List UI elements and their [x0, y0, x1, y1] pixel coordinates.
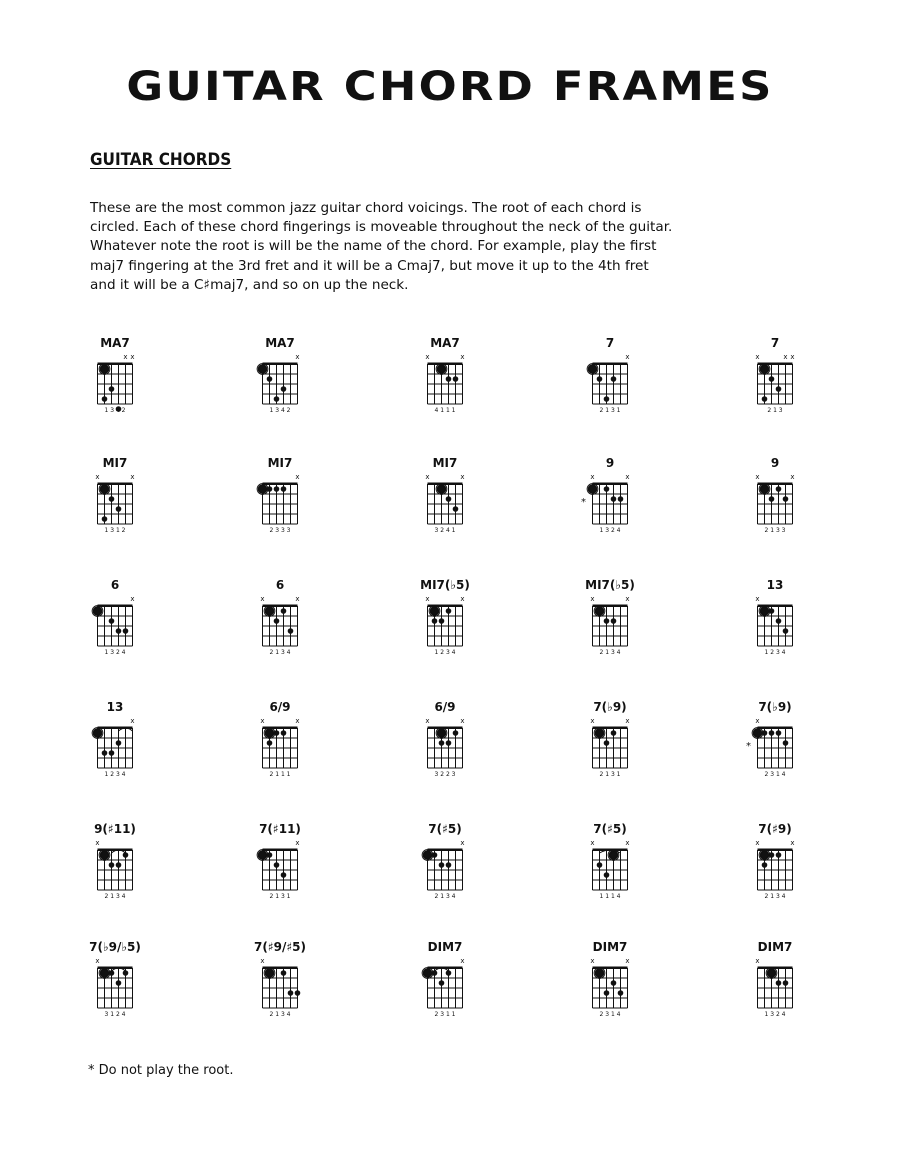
muted-string-mark: x	[590, 839, 595, 847]
muted-string-mark: x	[625, 595, 630, 603]
muted-string-mark: x	[260, 717, 265, 725]
chord-frame	[745, 940, 805, 1030]
nut	[593, 483, 628, 486]
finger-dot	[611, 618, 617, 624]
chord-frame	[250, 822, 310, 912]
fingering-numbers: 2 3 1 4	[764, 771, 786, 778]
chord-diagram	[745, 578, 805, 668]
finger-dot	[611, 980, 617, 986]
chord-diagram	[580, 336, 640, 426]
finger-dot	[783, 496, 789, 502]
chord-diagram	[85, 578, 145, 668]
chord-diagram	[580, 456, 640, 546]
chord-name: 7	[770, 336, 780, 350]
chord-diagram	[580, 822, 640, 912]
chord-name: MA7	[100, 336, 130, 350]
muted-string-mark: x	[755, 595, 760, 603]
root-dot	[760, 365, 768, 373]
finger-dot	[288, 990, 294, 996]
chord-name: 7(♯5)	[593, 822, 627, 836]
finger-dot	[281, 608, 287, 614]
muted-string-mark: x	[95, 473, 100, 481]
chord-name: MA7	[265, 336, 295, 350]
chord-name: MI7(♭5)	[585, 578, 635, 592]
root-dot	[258, 485, 266, 493]
page-title: GUITAR CHORD FRAMES	[126, 64, 774, 110]
finger-dot	[776, 386, 782, 392]
chord-name: 6	[275, 578, 285, 592]
chord-frame	[580, 940, 640, 1030]
chord-diagram	[250, 822, 310, 912]
muted-string-mark: x	[590, 957, 595, 965]
muted-string-mark: x	[755, 717, 760, 725]
chord-name: 7(♭9)	[593, 700, 627, 714]
root-dot	[760, 485, 768, 493]
finger-dot	[453, 506, 459, 512]
muted-string-mark: x	[625, 839, 630, 847]
muted-string-mark: x	[460, 353, 465, 361]
fingering-numbers: 2 1 3 4	[764, 893, 786, 900]
chord-frame	[415, 940, 475, 1030]
chord-name: MI7	[432, 456, 458, 470]
root-dot	[423, 969, 431, 977]
fingering-numbers: 1 3 2 4	[104, 649, 126, 656]
chord-diagram	[85, 700, 145, 790]
chord-diagram	[85, 822, 145, 912]
chord-frame	[580, 578, 640, 668]
fingering-numbers: 2 1 3	[767, 407, 783, 414]
finger-dot	[109, 862, 115, 868]
chord-name: DIM7	[757, 940, 793, 954]
finger-dot	[274, 396, 280, 402]
finger-dot	[446, 970, 452, 976]
muted-string-mark: x	[295, 473, 300, 481]
finger-dot	[776, 980, 782, 986]
root-dot	[588, 485, 596, 493]
finger-dot	[611, 852, 617, 858]
muted-string-mark: x	[460, 957, 465, 965]
finger-dot	[762, 862, 768, 868]
root-dot	[100, 851, 108, 859]
finger-dot	[274, 730, 280, 736]
intro-line: Whatever note the root is will be the name of the chord. For example, play the first	[90, 238, 657, 255]
finger-dot	[109, 618, 115, 624]
chord-name: 7(♯9/♯5)	[253, 940, 306, 954]
root-dot	[258, 851, 266, 859]
finger-dot	[432, 970, 438, 976]
muted-string-mark: x	[295, 595, 300, 603]
muted-string-mark: x	[95, 839, 100, 847]
chord-name: DIM7	[592, 940, 628, 954]
chord-diagram	[415, 700, 475, 790]
chord-name: 13	[106, 700, 124, 714]
fingering-numbers: 4 1 1 1	[434, 407, 456, 414]
muted-string-mark: x	[295, 353, 300, 361]
finger-dot	[116, 740, 122, 746]
finger-dot	[116, 862, 122, 868]
fingering-numbers: 2 1 3 1	[599, 407, 621, 414]
finger-dot	[597, 376, 603, 382]
intro-line: maj7 fingering at the 3rd fret and it will be a Cmaj7, but move it up to the 4th fret	[90, 257, 649, 274]
chord-frame	[85, 940, 145, 1030]
chord-frame	[250, 700, 310, 790]
chord-name: 6/9	[269, 700, 291, 714]
chord-diagram	[580, 700, 640, 790]
finger-dot	[604, 740, 610, 746]
intro-line: These are the most common jazz guitar chord voicings. The root of each chord is	[90, 200, 642, 216]
muted-string-mark: x	[130, 595, 135, 603]
chord-name: 9(♯11)	[94, 822, 136, 836]
muted-string-mark: x	[95, 957, 100, 965]
nut	[758, 727, 793, 730]
chord-diagram	[250, 336, 310, 426]
muted-string-mark: x	[790, 473, 795, 481]
muted-string-mark: x	[425, 353, 430, 361]
finger-dot	[281, 386, 287, 392]
muted-string-mark: x	[295, 839, 300, 847]
finger-dot	[604, 872, 610, 878]
root-dot	[430, 607, 438, 615]
finger-dot	[274, 862, 280, 868]
chord-diagram	[745, 700, 805, 790]
muted-string-mark: x	[625, 717, 630, 725]
chord-name: MI7	[267, 456, 293, 470]
finger-dot	[597, 730, 603, 736]
chord-name: MI7	[102, 456, 128, 470]
fingering-numbers: 2 1 3 1	[599, 771, 621, 778]
fingering-numbers: 1 2 3 4	[434, 649, 456, 656]
chord-name: 7(♭9)	[758, 700, 792, 714]
chord-frame	[580, 336, 640, 426]
chord-diagram	[745, 456, 805, 546]
muted-string-mark: x	[130, 353, 135, 361]
chord-frame	[580, 456, 640, 546]
muted-string-mark: x	[130, 717, 135, 725]
chord-diagram	[415, 456, 475, 546]
muted-string-mark: x	[460, 839, 465, 847]
chord-frame	[415, 456, 475, 546]
finger-dot	[288, 628, 294, 634]
chord-frame	[250, 336, 310, 426]
muted-string-mark: x	[260, 957, 265, 965]
fingering-numbers: 2 3 1 1	[434, 1011, 456, 1018]
finger-dot	[762, 396, 768, 402]
muted-string-mark: x	[425, 473, 430, 481]
root-dot	[258, 365, 266, 373]
finger-dot	[446, 608, 452, 614]
finger-dot	[439, 862, 445, 868]
finger-dot	[769, 608, 775, 614]
finger-dot	[439, 740, 445, 746]
fingering-numbers: 1 3 4 2	[104, 407, 126, 414]
finger-dot	[446, 740, 452, 746]
finger-dot	[439, 618, 445, 624]
finger-dot	[597, 608, 603, 614]
chord-diagram	[415, 578, 475, 668]
finger-dot	[295, 990, 301, 996]
finger-dot	[783, 980, 789, 986]
nut	[263, 483, 298, 486]
root-dot	[588, 365, 596, 373]
chord-frame	[745, 822, 805, 912]
chord-diagram	[580, 940, 640, 1030]
finger-dot	[597, 862, 603, 868]
finger-dot	[432, 618, 438, 624]
finger-dot	[453, 376, 459, 382]
finger-dot	[116, 506, 122, 512]
finger-dot	[783, 628, 789, 634]
finger-dot	[776, 486, 782, 492]
finger-dot	[281, 872, 287, 878]
muted-string-mark: x	[295, 717, 300, 725]
fingering-numbers: 2 3 3 3	[269, 527, 291, 534]
chord-diagram	[250, 578, 310, 668]
chord-name: MI7(♭5)	[420, 578, 470, 592]
chord-name: 9	[770, 456, 780, 470]
fingering-numbers: 2 1 3 1	[269, 893, 291, 900]
chord-name: MA7	[430, 336, 460, 350]
nut	[98, 605, 133, 608]
muted-string-mark: x	[755, 839, 760, 847]
finger-dot	[116, 628, 122, 634]
chord-diagram	[745, 940, 805, 1030]
finger-dot	[769, 376, 775, 382]
nut	[263, 849, 298, 852]
root-dot	[760, 851, 768, 859]
chord-diagram	[85, 456, 145, 546]
chord-frame	[415, 822, 475, 912]
muted-string-mark: x	[460, 595, 465, 603]
finger-dot	[281, 970, 287, 976]
finger-dot	[439, 980, 445, 986]
chord-name: 7	[605, 336, 615, 350]
finger-dot	[769, 852, 775, 858]
finger-dot	[109, 386, 115, 392]
finger-dot	[109, 750, 115, 756]
finger-dot	[769, 496, 775, 502]
muted-string-mark: x	[783, 353, 788, 361]
finger-dot	[109, 496, 115, 502]
do-not-play-root-mark: *	[746, 741, 751, 752]
finger-dot	[604, 486, 610, 492]
chord-diagram	[85, 940, 145, 1030]
fingering-numbers: 3 1 2 4	[104, 1011, 126, 1018]
chord-name: 9	[605, 456, 615, 470]
fingering-numbers: 2 1 3 4	[269, 649, 291, 656]
finger-dot	[446, 862, 452, 868]
chord-frame	[85, 336, 145, 426]
root-dot	[595, 969, 603, 977]
root-dot	[100, 485, 108, 493]
finger-dot	[432, 852, 438, 858]
chord-frame	[745, 700, 805, 790]
fingering-numbers: 2 1 3 4	[599, 649, 621, 656]
finger-dot	[102, 516, 108, 522]
chord-diagram	[415, 822, 475, 912]
chord-frame	[415, 336, 475, 426]
fingering-numbers: 1 3 2 4	[764, 1011, 786, 1018]
chord-frame	[250, 940, 310, 1030]
finger-dot	[769, 730, 775, 736]
finger-dot	[618, 496, 624, 502]
chord-frame	[85, 578, 145, 668]
fingering-numbers: 1 2 3 4	[764, 649, 786, 656]
chord-diagram	[415, 940, 475, 1030]
finger-dot	[776, 730, 782, 736]
chord-name: 7(♭9/♭5)	[89, 940, 141, 954]
chord-name: 6	[110, 578, 120, 592]
fingering-numbers: 2 1 3 4	[434, 893, 456, 900]
chord-diagram	[250, 456, 310, 546]
chord-frame	[745, 456, 805, 546]
root-dot	[437, 729, 445, 737]
fingering-numbers: 1 3 2 4	[599, 527, 621, 534]
chord-name: 7(♯5)	[428, 822, 462, 836]
root-dot	[753, 729, 761, 737]
intro-line: and it will be a C♯maj7, and so on up the neck.	[90, 276, 409, 293]
finger-dot	[123, 852, 129, 858]
muted-string-mark: x	[425, 717, 430, 725]
finger-dot	[769, 970, 775, 976]
muted-string-mark: x	[123, 353, 128, 361]
muted-string-mark: x	[590, 717, 595, 725]
finger-dot	[611, 376, 617, 382]
fingering-numbers: 1 2 3 4	[104, 771, 126, 778]
fingering-numbers: 1 3 1 2	[104, 527, 126, 534]
chord-diagram	[745, 822, 805, 912]
muted-string-mark: x	[790, 353, 795, 361]
chord-diagram	[250, 700, 310, 790]
finger-dot	[604, 618, 610, 624]
finger-dot	[102, 396, 108, 402]
chord-name: 13	[766, 578, 784, 592]
muted-string-mark: x	[755, 473, 760, 481]
finger-dot	[446, 496, 452, 502]
finger-dot	[274, 486, 280, 492]
nut	[263, 363, 298, 366]
finger-dot	[123, 970, 129, 976]
muted-string-mark: x	[460, 717, 465, 725]
section-heading: GUITAR CHORDS	[90, 150, 232, 170]
finger-dot	[123, 628, 129, 634]
fingering-numbers: 1 1 1 4	[599, 893, 621, 900]
fingering-numbers: 2 1 3 3	[764, 527, 786, 534]
finger-dot	[776, 618, 782, 624]
finger-dot	[267, 740, 273, 746]
muted-string-mark: x	[790, 839, 795, 847]
muted-string-mark: x	[625, 353, 630, 361]
intro-line: circled. Each of these chord fingerings is moveable throughout the neck of the guitar.	[90, 219, 673, 236]
root-dot	[93, 607, 101, 615]
chord-frame	[415, 578, 475, 668]
muted-string-mark: x	[625, 473, 630, 481]
chord-frame	[415, 700, 475, 790]
muted-string-mark: x	[260, 595, 265, 603]
finger-dot	[783, 740, 789, 746]
root-dot	[93, 729, 101, 737]
muted-string-mark: x	[590, 473, 595, 481]
finger-dot	[604, 396, 610, 402]
finger-dot	[109, 970, 115, 976]
chord-frame	[580, 700, 640, 790]
fingering-numbers: 3 2 2 3	[434, 771, 456, 778]
finger-dot	[762, 730, 768, 736]
fingering-numbers: 2 1 3 4	[269, 1011, 291, 1018]
chord-diagram	[745, 336, 805, 426]
root-dot	[265, 969, 273, 977]
root-dot	[100, 969, 108, 977]
nut	[593, 363, 628, 366]
finger-dot	[116, 980, 122, 986]
finger-dot	[274, 618, 280, 624]
finger-dot	[453, 730, 459, 736]
footnote: * Do not play the root.	[88, 1063, 234, 1078]
fingering-numbers: 2 1 3 4	[104, 893, 126, 900]
do-not-play-root-mark: *	[581, 497, 586, 508]
chord-name: 7(♯9)	[758, 822, 792, 836]
chord-frame	[745, 578, 805, 668]
chord-diagram	[250, 940, 310, 1030]
finger-dot	[281, 730, 287, 736]
chord-diagram	[415, 336, 475, 426]
root-dot	[100, 365, 108, 373]
muted-string-mark: x	[625, 957, 630, 965]
finger-dot	[267, 486, 273, 492]
chord-diagram	[85, 336, 145, 426]
fingering-numbers: 3 2 4 1	[434, 527, 456, 534]
chord-frame	[250, 578, 310, 668]
muted-string-mark: x	[425, 595, 430, 603]
chord-frame	[85, 456, 145, 546]
chord-frame	[250, 456, 310, 546]
finger-dot	[611, 730, 617, 736]
chord-diagram	[580, 578, 640, 668]
muted-string-mark: x	[460, 473, 465, 481]
finger-dot	[439, 486, 445, 492]
chord-frame	[745, 336, 805, 426]
fingering-numbers: 1 3 4 2	[269, 407, 291, 414]
root-dot	[265, 607, 273, 615]
finger-dot	[267, 376, 273, 382]
muted-string-mark: x	[755, 957, 760, 965]
finger-dot	[618, 990, 624, 996]
finger-dot	[446, 376, 452, 382]
root-dot	[760, 607, 768, 615]
chord-name: DIM7	[427, 940, 463, 954]
chord-frame	[580, 822, 640, 912]
finger-dot	[776, 852, 782, 858]
finger-dot	[102, 750, 108, 756]
finger-dot	[611, 496, 617, 502]
finger-dot	[604, 990, 610, 996]
muted-string-mark: x	[755, 353, 760, 361]
chord-name: 6/9	[434, 700, 456, 714]
nut	[428, 849, 463, 852]
chord-name: 7(♯11)	[259, 822, 301, 836]
chord-frame	[85, 700, 145, 790]
root-dot	[265, 729, 273, 737]
finger-dot	[439, 366, 445, 372]
muted-string-mark: x	[130, 473, 135, 481]
root-dot	[423, 851, 431, 859]
finger-dot	[281, 486, 287, 492]
chord-frame	[85, 822, 145, 912]
fingering-numbers: 2 3 1 4	[599, 1011, 621, 1018]
finger-dot	[267, 852, 273, 858]
muted-string-mark: x	[590, 595, 595, 603]
fingering-numbers: 2 1 1 1	[269, 771, 291, 778]
